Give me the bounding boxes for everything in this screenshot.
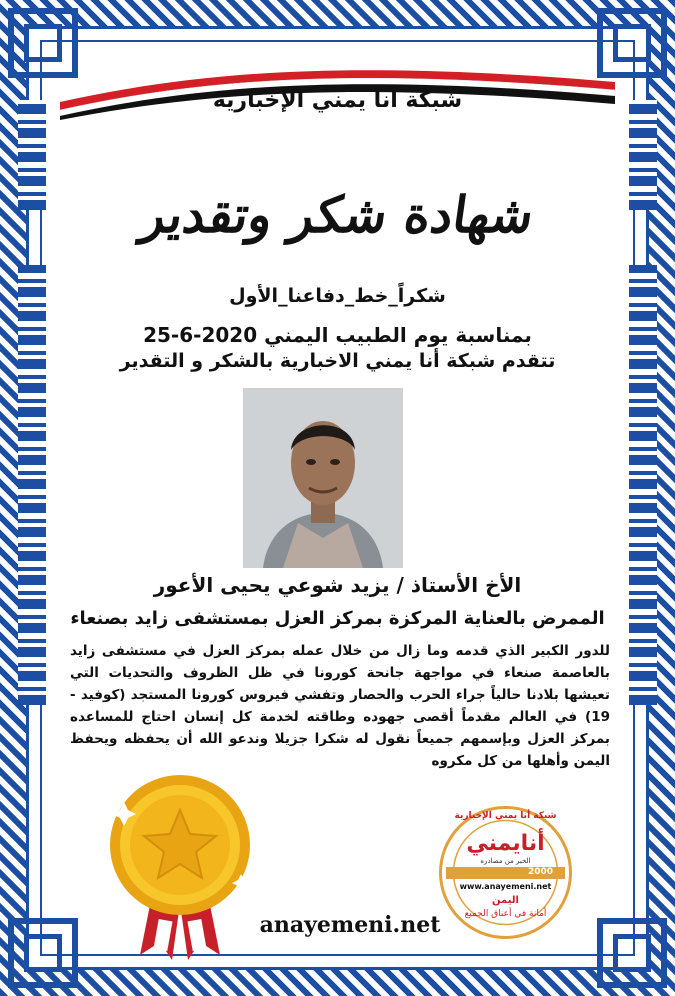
presenter-line: تتقدم شبكة أنا يمني الاخبارية بالشكر و التقدير [119, 350, 556, 372]
certificate-body: للدور الكبير الذي قدمه وما زال من خلال عمله بمركز العزل في مستشفى زايد بالعاصمة صنعاء في مواجهة جانحة كورونا في ظل الظروف والتحديات التي تعيشها بلادنا حالياً جراء الحرب والحصار وتفشي فيروس كورونا المستجد (كوفيد - 19) في العالم مقدماً أقصى جهوده وطاقته لخدمة كل إنسان احتاج للمساعده بمركز العزل وبإسمهم جميعاً نقول له شكرا جزيلا وندعو الله أن يحفظه ويحفظ اليمن وأهلها من كل مكروه [70, 643, 610, 769]
website-url: anayemeni.net [259, 912, 441, 938]
flag-banner [55, 60, 620, 150]
left-pattern-top [18, 100, 46, 210]
seal-tagline: الخبر من مصادره [480, 857, 531, 865]
seal-top-text: شبكة أنا يمني الإخبارية [454, 811, 557, 821]
portrait-image [243, 388, 403, 568]
certificate-title: شهادة شكر وتقدير [137, 185, 538, 244]
seal-country: اليمن [492, 895, 519, 906]
recipient-role: الممرض بالعناية المركزة بمركز العزل بمستشفى زايد بصنعاء [70, 608, 605, 629]
right-pattern-top [629, 100, 657, 210]
recipient-name: الأخ الأستاذ / يزيد شوعي يحيى الأعور [153, 573, 522, 597]
right-pattern-middle [629, 265, 657, 705]
corner-ornament-bottom-left [8, 918, 78, 988]
left-pattern-middle [18, 265, 46, 705]
banner-title: شبكة أنا يمني الإخبارية [212, 88, 463, 113]
hashtag-line: شكراً_خط_دفاعنا_الأول [229, 285, 446, 307]
seal-year: 2000 [528, 867, 554, 877]
seal-brand: أنايمني [466, 831, 545, 856]
seal-motto: أمانة في أعناق الجميع [464, 909, 547, 919]
recipient-photo [243, 388, 403, 568]
occasion-line: بمناسبة يوم الطبيب اليمني 2020-6-25 [143, 323, 532, 347]
corner-ornament-bottom-right [597, 918, 667, 988]
seal-url: www.anayemeni.net [459, 882, 552, 891]
